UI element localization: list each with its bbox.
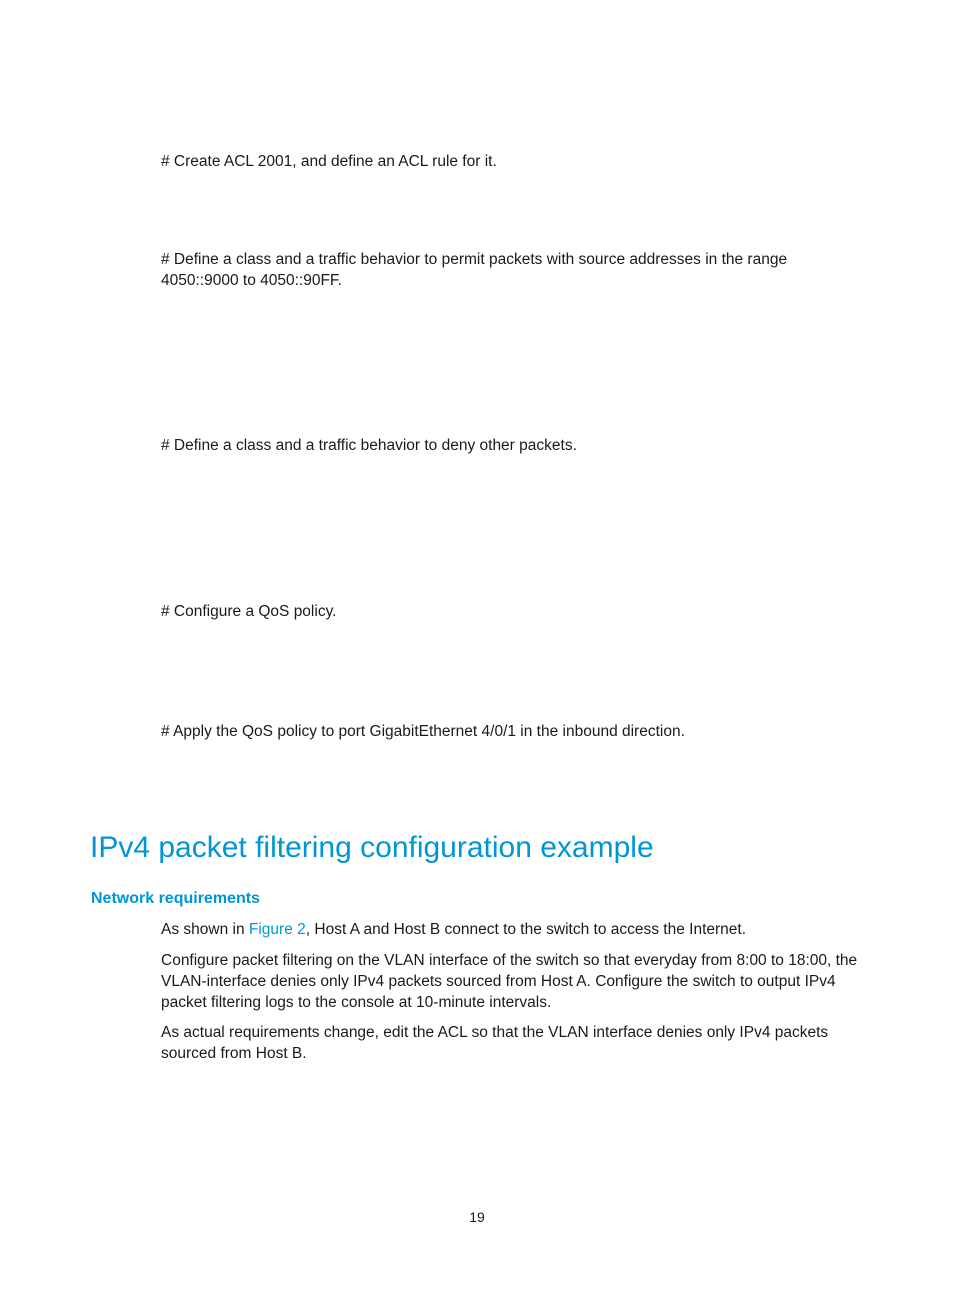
subsection-title: Network requirements	[91, 890, 260, 907]
step-create-acl: # Create ACL 2001, and define an ACL rule for it.	[161, 153, 497, 170]
step-define-permit-class: # Define a class and a traffic behavior to permit packets with source addresses in the range 4050::9000 to 4050::90FF.	[161, 251, 788, 289]
page-number: 19	[469, 1209, 485, 1225]
figure-2-link[interactable]: Figure 2	[248, 921, 306, 938]
step-configure-qos-policy: # Configure a QoS policy.	[161, 603, 337, 620]
requirements-paragraph-2: Configure packet filtering on the VLAN interface of the switch so that everyday from 8:00 to 18:00, the VLAN-interface denies only IPv4 packets sourced from Host A. Configure the switch to output IPv4 packet filtering logs to the console at 10-minute intervals.	[161, 952, 858, 1011]
step-apply-qos-policy: # Apply the QoS policy to port GigabitEthernet 4/0/1 in the inbound direction.	[161, 723, 685, 740]
para1-trail: , Host A and Host B connect to the switch to access the Internet.	[305, 921, 747, 938]
section-title: IPv4 packet filtering configuration example	[90, 831, 654, 864]
requirements-paragraph-3: As actual requirements change, edit the ACL so that the VLAN interface denies only IPv4 packets sourced from Host B.	[161, 1024, 829, 1062]
para1-lead: As shown in	[161, 921, 249, 938]
requirements-paragraph-1	[161, 919, 867, 940]
step-define-deny-class: # Define a class and a traffic behavior to deny other packets.	[161, 437, 577, 454]
